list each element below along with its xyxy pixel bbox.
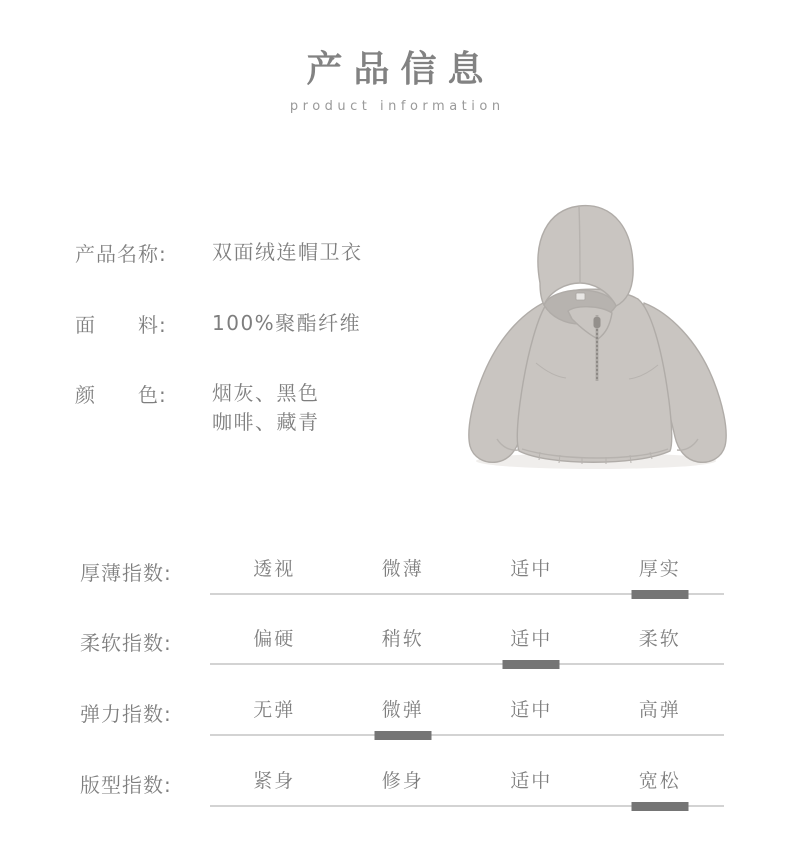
page-title: 产品信息 — [306, 49, 495, 90]
index-label: 弹力指数: — [80, 702, 172, 726]
index-option: 无弹 — [253, 699, 296, 721]
index-options — [210, 626, 724, 665]
index-row — [80, 626, 724, 665]
index-option: 稍软 — [381, 628, 424, 650]
index-option: 紧身 — [253, 770, 296, 792]
product-name-row — [75, 238, 363, 267]
index-options — [210, 556, 724, 595]
index-option: 适中 — [510, 770, 553, 792]
fabric-value: 100%聚酯纤维 — [212, 311, 362, 335]
color-value-line1: 烟灰、黑色 — [212, 381, 320, 405]
page-subtitle: product information — [289, 98, 505, 114]
index-track-line — [210, 734, 724, 736]
index-option: 适中 — [510, 699, 553, 721]
product-name-label: 产品名称: — [75, 242, 167, 266]
index-label: 柔软指数: — [80, 631, 172, 655]
index-option: 宽松 — [596, 768, 725, 795]
index-option: 适中 — [467, 626, 596, 653]
index-options — [210, 768, 724, 807]
index-row — [80, 768, 724, 807]
page-header — [0, 50, 790, 114]
color-value-line2: 咖啡、藏青 — [212, 410, 320, 434]
color-row — [75, 379, 320, 437]
index-option: 适中 — [510, 558, 553, 580]
fabric-label: 面 料: — [75, 313, 167, 337]
index-row — [80, 556, 724, 595]
index-label: 厚薄指数: — [80, 561, 172, 585]
index-option: 厚实 — [596, 556, 725, 583]
index-option: 高弹 — [638, 699, 681, 721]
index-track-line — [210, 663, 724, 665]
index-option: 透视 — [253, 558, 296, 580]
index-option: 柔软 — [638, 628, 681, 650]
fabric-row — [75, 309, 361, 338]
index-option: 修身 — [381, 770, 424, 792]
index-options — [210, 697, 724, 736]
color-label: 颜 色: — [75, 383, 167, 407]
index-label: 版型指数: — [80, 773, 172, 797]
index-row — [80, 697, 724, 736]
product-name-value: 双面绒连帽卫衣 — [212, 240, 363, 264]
index-option: 微弹 — [339, 697, 468, 724]
color-value — [212, 379, 320, 437]
index-option: 偏硬 — [253, 628, 296, 650]
index-option: 微薄 — [381, 558, 424, 580]
hoodie-image — [440, 193, 760, 493]
